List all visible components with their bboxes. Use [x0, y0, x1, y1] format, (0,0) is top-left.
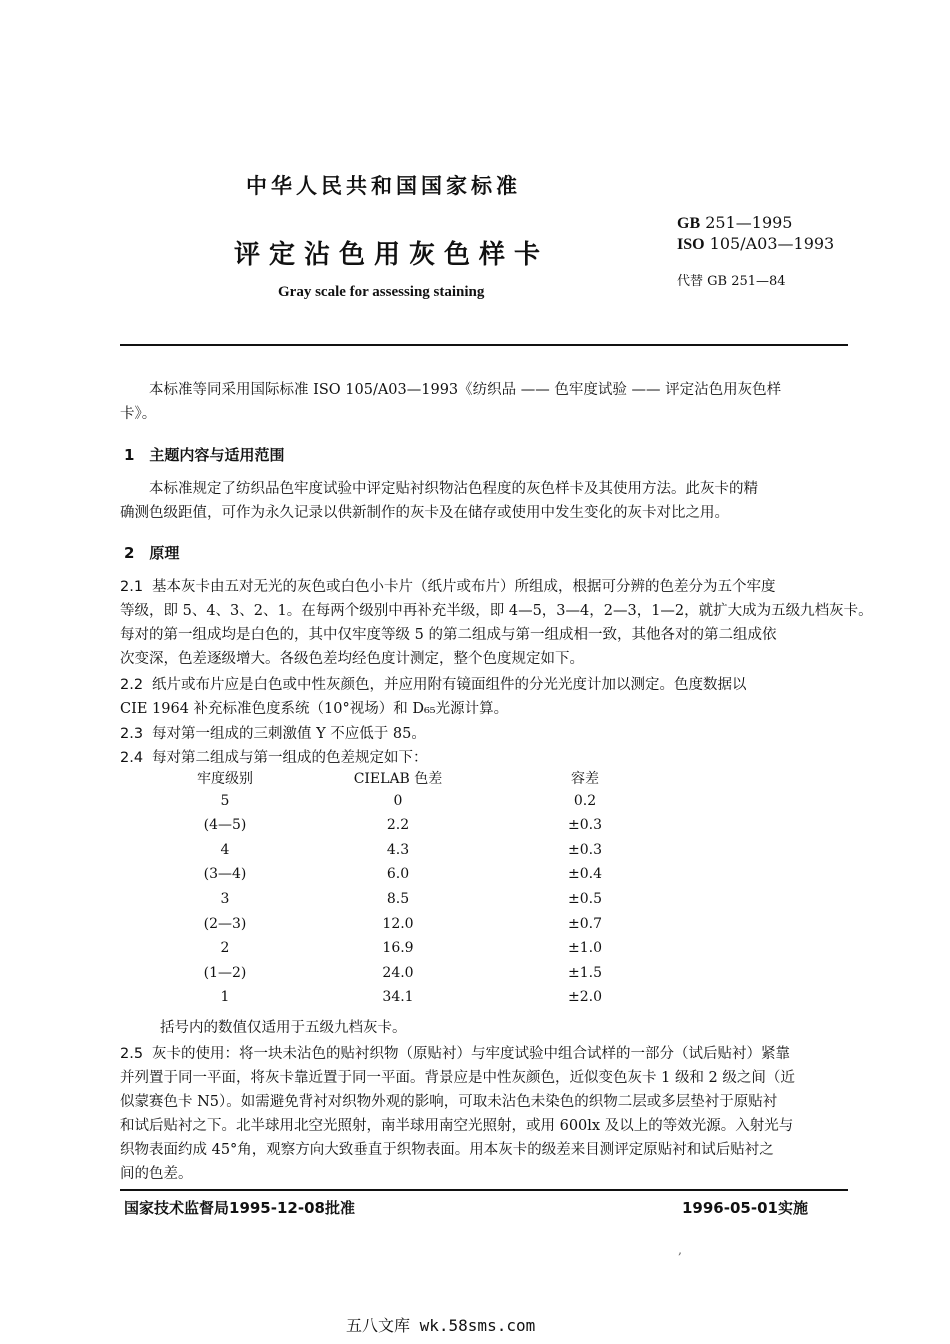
clause-number: 2.4: [120, 750, 144, 766]
grade-cell: 5: [220, 792, 230, 809]
clause-number: 2.3: [120, 726, 144, 742]
clause-2-5: [120, 1042, 848, 1186]
cielab-cell: 16.9: [382, 940, 414, 957]
table-row: [160, 940, 630, 965]
grade-cell: 2: [220, 940, 230, 957]
table-row: [160, 817, 630, 842]
tolerance-cell: ±0.3: [568, 817, 602, 834]
grade-cell: 3: [220, 890, 230, 907]
effective-date: 1996-05-01实施: [682, 1199, 808, 1217]
grade-cell: 4: [220, 841, 230, 858]
cielab-cell: 24.0: [382, 964, 414, 981]
table-row: [160, 842, 630, 867]
clause-number: 2.2: [120, 677, 144, 693]
tolerance-cell: ±1.0: [568, 940, 602, 957]
cielab-cell: 12.0: [382, 915, 414, 932]
replaces-code: 代替 GB 251—84: [677, 274, 786, 289]
clause-line: 每对第二组成与第一组成的色差规定如下：: [152, 750, 428, 766]
color-difference-table: [160, 768, 630, 1014]
clause-line: 灰卡的使用：将一块未沾色的贴衬织物（原贴衬）与牢度试验中组合试样的一部分（试后贴衬）紧靠: [152, 1046, 790, 1062]
table-row: [160, 965, 630, 990]
iso-code-prefix: ISO: [677, 236, 705, 253]
clause-line: 每对的第一组成均是白色的，其中仅牢度等级 5 的第二组成与第一组成相一致，其他各对的第二组成依: [120, 627, 777, 643]
gb-code: [677, 213, 792, 233]
intro-line: 卡》。: [120, 406, 157, 422]
clause-number: 2.5: [120, 1046, 144, 1062]
tolerance-cell: ±0.7: [568, 915, 602, 932]
tolerance-cell: ±2.0: [568, 989, 602, 1006]
section2-heading: 2 原理: [124, 544, 180, 562]
site-watermark: 五八文库 wk.58sms.com: [346, 1316, 536, 1335]
clause-line: 纸片或布片应是白色或中性灰颜色，并应用附有镜面组件的分光光度计加以测定。色度数据以: [152, 677, 747, 693]
clause-2-3: [120, 722, 848, 746]
grade-cell: (3—4): [203, 866, 247, 883]
stray-mark: ‚: [678, 1243, 682, 1257]
header-divider: [120, 344, 848, 346]
clause-line: CIE 1964 补充标准色度系统（10°视场）和 D₆₅光源计算。: [120, 701, 509, 717]
clause-line: 似蒙赛色卡 N5）。如需避免背衬对织物外观的影响，可取未沾色未染色的织物二层或多层垫衬于原贴衬: [120, 1094, 778, 1110]
iso-code-number: 105/A03—1993: [709, 234, 835, 253]
section1-line: 本标准规定了纺织品色牢度试验中评定贴衬织物沾色程度的灰色样卡及其使用方法。此灰卡的精: [149, 481, 758, 497]
clause-line: 次变深，色差逐级增大。各级色差均经色度计测定，整个色度规定如下。: [120, 651, 584, 667]
table-row: [160, 916, 630, 941]
section1-paragraph: [120, 477, 848, 525]
approval-date: 国家技术监督局1995-12-08批准: [124, 1199, 355, 1217]
national-standard-title: 中华人民共和国国家标准: [246, 174, 521, 198]
cielab-cell: 2.2: [386, 817, 410, 834]
clause-number: 2.1: [120, 579, 144, 595]
table-note: [160, 1016, 888, 1040]
section1-heading: 1 主题内容与适用范围: [124, 446, 285, 464]
clause-line: 等级，即 5、4、3、2、1。在每两个级别中再补充半级，即 4—5，3—4，2—3，1—2，就扩大成为五级九档灰卡。: [120, 603, 873, 619]
table-header-row: [160, 768, 630, 793]
grade-cell: 1: [220, 989, 230, 1006]
clause-line: 和试后贴衬之下。北半球用北空光照射，南半球用南空光照射，或用 600lx 及以上的等效光源。入射光与: [120, 1118, 794, 1134]
header-cielab: CIELAB 色差: [353, 771, 443, 787]
tolerance-cell: ±0.4: [568, 866, 602, 883]
grade-cell: (4—5): [203, 817, 247, 834]
tolerance-cell: 0.2: [573, 792, 597, 809]
clause-2-2: [120, 673, 848, 721]
clause-2-1: [120, 575, 873, 671]
tolerance-cell: ±1.5: [568, 964, 602, 981]
grade-cell: (1—2): [203, 964, 247, 981]
intro-paragraph: [120, 378, 848, 426]
intro-line: 本标准等同采用国际标准 ISO 105/A03—1993《纺织品 —— 色牢度试验 —— 评定沾色用灰色样: [149, 382, 782, 398]
document-title-en: Gray scale for assessing staining: [278, 284, 485, 300]
cielab-cell: 34.1: [382, 989, 414, 1006]
tolerance-cell: ±0.5: [568, 890, 602, 907]
clause-line: 每对第一组成的三刺激值 Y 不应低于 85。: [152, 726, 426, 742]
cielab-cell: 0: [393, 792, 403, 809]
section1-line: 确测色级距值，可作为永久记录以供新制作的灰卡及在储存或使用中发生变化的灰卡对比之用。: [120, 505, 729, 521]
iso-code: [677, 234, 834, 254]
cielab-cell: 4.3: [386, 841, 410, 858]
header-fastness-grade: 牢度级别: [197, 771, 253, 787]
header-tolerance: 容差: [571, 771, 599, 787]
gb-code-number: 251—1995: [705, 213, 793, 232]
tolerance-cell: ±0.3: [568, 841, 602, 858]
clause-2-4: [120, 746, 848, 770]
cielab-cell: 6.0: [386, 866, 410, 883]
clause-line: 并列置于同一平面，将灰卡靠近置于同一平面。背景应是中性灰颜色，近似变色灰卡 1 级和 2 级之间（近: [120, 1070, 795, 1086]
grade-cell: (2—3): [203, 915, 247, 932]
gb-code-prefix: GB: [677, 215, 701, 232]
table-row: [160, 793, 630, 818]
table-row: [160, 891, 630, 916]
table-row: [160, 989, 630, 1014]
clause-line: 织物表面约成 45°角，观察方向大致垂直于织物表面。用本灰卡的级差来目测评定原贴衬和试后贴衬之: [120, 1142, 774, 1158]
clause-line: 基本灰卡由五对无光的灰色或白色小卡片（纸片或布片）所组成，根据可分辨的色差分为五个牢度: [152, 579, 776, 595]
footer-divider: [120, 1189, 848, 1191]
document-title-cn: 评定沾色用灰色样卡: [234, 240, 550, 270]
clause-line: 间的色差。: [120, 1166, 193, 1182]
table-row: [160, 866, 630, 891]
cielab-cell: 8.5: [386, 890, 410, 907]
table-note-text: 括号内的数值仅适用于五级九档灰卡。: [160, 1020, 407, 1036]
